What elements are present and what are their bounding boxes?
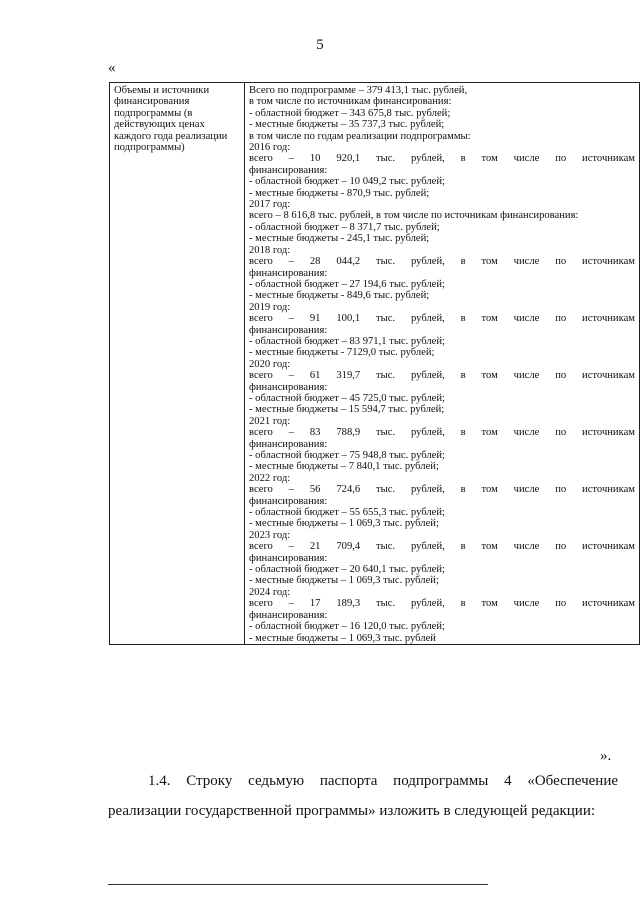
year-total: всего – 28 044,2 тыс. рублей, в том числе по источникам [249, 256, 635, 268]
year-regional-budget: - областной бюджет – 83 971,1 тыс. рублей; [249, 335, 445, 347]
year-regional-budget: - областной бюджет – 55 655,3 тыс. рублей; [249, 507, 445, 519]
year-block [249, 587, 635, 644]
funding-table [109, 82, 640, 645]
year-heading: 2016 год: [249, 142, 291, 154]
year-total: всего – 91 100,1 тыс. рублей, в том числе по источникам [249, 313, 635, 325]
summary-line: - областной бюджет – 343 675,8 тыс. рублей; [249, 107, 451, 119]
footer-divider [108, 884, 488, 885]
year-financing-label: финансирования: [249, 438, 328, 450]
funding-content-cell [245, 83, 640, 645]
year-financing-label: финансирования: [249, 609, 328, 621]
amendment-paragraph [108, 766, 618, 826]
year-financing-label: финансирования: [249, 552, 328, 564]
paragraph-line-2: реализации государственной программы» изложить в следующей редакции: [108, 803, 596, 819]
year-local-budget: - местные бюджеты – 7 840,1 тыс. рублей; [249, 461, 439, 473]
year-local-budget: - местные бюджеты - 870,9 тыс. рублей; [249, 187, 430, 199]
year-financing-label: финансирования: [249, 164, 328, 176]
year-heading: 2017 год: [249, 199, 291, 211]
opening-quote: « [108, 60, 116, 76]
paragraph-line-1: 1.4. Строку седьмую паспорта подпрограммы 4 «Обеспечение [148, 773, 618, 789]
years-list [249, 142, 635, 644]
year-local-budget: - местные бюджеты – 15 594,7 тыс. рублей; [249, 404, 445, 416]
closing-quote: ». [600, 748, 612, 764]
summary-block [249, 85, 635, 142]
year-regional-budget: - областной бюджет – 8 371,7 тыс. рублей; [249, 221, 440, 233]
year-block [249, 359, 635, 416]
year-total: всего – 17 189,3 тыс. рублей, в том числе по источникам [249, 598, 635, 610]
year-total: всего – 10 920,1 тыс. рублей, в том числе по источникам [249, 153, 635, 165]
summary-line: Всего по подпрограмме – 379 413,1 тыс. рублей, [249, 85, 468, 96]
year-block [249, 199, 635, 245]
year-total: всего – 83 788,9 тыс. рублей, в том числе по источникам [249, 427, 635, 439]
summary-line: - местные бюджеты – 35 737,3 тыс. рублей; [249, 119, 445, 131]
year-block [249, 245, 635, 302]
year-regional-budget: - областной бюджет – 20 640,1 тыс. рублей; [249, 564, 445, 576]
year-total: всего – 61 319,7 тыс. рублей, в том числе по источникам [249, 370, 635, 382]
year-total: всего – 21 709,4 тыс. рублей, в том числе по источникам [249, 541, 635, 553]
year-total: всего – 8 616,8 тыс. рублей, в том числе по источникам финансирования: [249, 210, 579, 222]
year-local-budget: - местные бюджеты – 1 069,3 тыс. рублей; [249, 518, 439, 530]
year-regional-budget: - областной бюджет – 16 120,0 тыс. рублей; [249, 621, 445, 633]
year-local-budget: - местные бюджеты - 7129,0 тыс. рублей; [249, 347, 435, 359]
funding-label-cell [110, 83, 245, 645]
year-heading: 2022 год: [249, 472, 291, 484]
year-regional-budget: - областной бюджет – 45 725,0 тыс. рублей; [249, 392, 445, 404]
year-block [249, 142, 635, 199]
funding-label: Объемы и источники финансирования подпрограммы (в действующих ценах каждого года реализации подпрограммы) [114, 85, 228, 154]
year-heading: 2021 год: [249, 415, 291, 427]
year-regional-budget: - областной бюджет – 27 194,6 тыс. рублей; [249, 278, 445, 290]
year-local-budget: - местные бюджеты – 1 069,3 тыс. рублей; [249, 575, 439, 587]
page-number: 5 [316, 37, 324, 53]
year-total: всего – 56 724,6 тыс. рублей, в том числе по источникам [249, 484, 635, 496]
year-regional-budget: - областной бюджет – 10 049,2 тыс. рублей; [249, 176, 445, 188]
year-block [249, 416, 635, 473]
year-heading: 2024 год: [249, 586, 291, 598]
funding-row [110, 83, 640, 645]
year-heading: 2018 год: [249, 244, 291, 256]
year-financing-label: финансирования: [249, 267, 328, 279]
year-regional-budget: - областной бюджет – 75 948,8 тыс. рублей; [249, 450, 445, 461]
year-block [249, 302, 635, 359]
year-heading: 2023 год: [249, 529, 291, 541]
summary-line: в том числе по источникам финансирования: [249, 96, 452, 108]
year-heading: 2020 год: [249, 358, 291, 370]
year-heading: 2019 год: [249, 301, 291, 313]
summary-line: в том числе по годам реализации подпрограммы: [249, 130, 471, 142]
year-financing-label: финансирования: [249, 381, 328, 393]
year-block [249, 473, 635, 530]
year-financing-label: финансирования: [249, 324, 328, 336]
year-block [249, 530, 635, 587]
year-financing-label: финансирования: [249, 495, 328, 507]
year-local-budget: - местные бюджеты - 849,6 тыс. рублей; [249, 290, 430, 302]
year-local-budget: - местные бюджеты - 245,1 тыс. рублей; [249, 233, 430, 245]
year-local-budget: - местные бюджеты – 1 069,3 тыс. рублей [249, 632, 436, 644]
